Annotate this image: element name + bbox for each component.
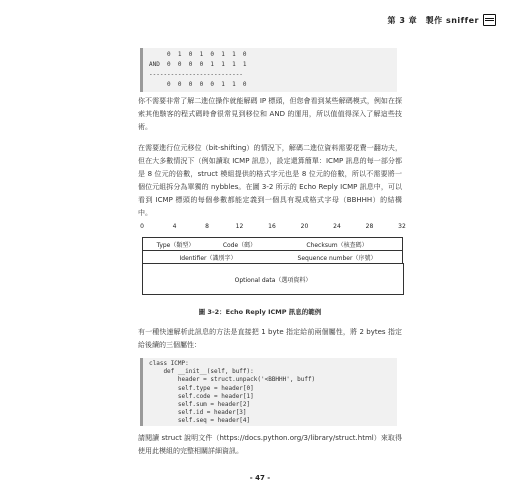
code-line: class ICMP: bbox=[149, 360, 189, 367]
bit-scale-label: 20 bbox=[300, 223, 309, 230]
checksum-field: Checksum（核查碼） bbox=[272, 237, 403, 251]
type-field: Type（類型） bbox=[142, 237, 209, 251]
code-line: header = struct.unpack('<BBHHH', buff) bbox=[149, 376, 316, 384]
bit-scale-label: 4 bbox=[172, 223, 177, 230]
code-line: self.code = header[1] bbox=[149, 392, 254, 400]
bit-scale-label: 12 bbox=[235, 223, 244, 230]
paragraph-parse-method: 有一種快速解析此訊息的方法是直接把 1 byte 指定給前兩個屬性，將 2 bytes 指定給後續的三個屬性： bbox=[138, 328, 402, 349]
icmp-class-code-block bbox=[140, 358, 397, 426]
chapter-title: 第 3 章 製作 sniffer bbox=[387, 15, 479, 25]
optional-data-field: Optional data（選項資料） bbox=[142, 263, 404, 295]
bit-scale-label: 24 bbox=[333, 223, 341, 230]
paragraph-bit-shifting: 在需要進行位元移位（bit-shifting）的情況下，解碼二進位資料需要花費一翻功夫，但在大多數情況下（例如讀取 ICMP 訊息），設定還算簡單：ICMP 訊息的每一部分都是 8 位元的倍數，struct 模組提供的格式字元也是 8 位元的倍數，所以不需要將一個位元組拆分為單獨的 nybbles。在圖 3-2 所示的 Echo Reply ICMP 訊息中，可以看到 ICMP 標頭的每個參數都能定義到一個具有現成格式字母（BBHHH）的結構中。 bbox=[138, 144, 402, 217]
bit-scale bbox=[140, 223, 406, 233]
page-header bbox=[388, 14, 496, 26]
bit-scale-label: 16 bbox=[268, 223, 276, 230]
code-field: Code（碼） bbox=[207, 237, 273, 251]
code-line: self.type = header[0] bbox=[149, 384, 254, 392]
paragraph-binary-decoding: 你不需要非常了解二進位操作就能解碼 IP 標頭，但您會看到某些解碼模式，例如在探索其他駭客的程式碼時會很常見到移位和 AND 的運用，所以值值得深入了解這些技術。 bbox=[138, 97, 402, 131]
code-line: AND 0 0 0 0 1 1 1 1 bbox=[149, 61, 247, 68]
bit-scale-label: 32 bbox=[398, 223, 406, 230]
bit-scale-label: 8 bbox=[205, 223, 209, 230]
code-line: def __init__(self, buff): bbox=[149, 368, 254, 376]
code-line: self.id = header[3] bbox=[149, 409, 247, 417]
icmp-header-diagram bbox=[140, 223, 406, 313]
code-line: 0 1 0 1 0 1 1 0 bbox=[149, 51, 247, 58]
paragraph-struct-docs: 請閱讀 struct 說明文件（https://docs.python.org/3/library/struct.html）來取得使用此模組的完整相關詳細資訊。 bbox=[138, 434, 402, 455]
figure-caption: 圖 3-2：Echo Reply ICMP 訊息的範例 bbox=[198, 308, 322, 316]
code-line: self.sum = header[2] bbox=[149, 401, 251, 409]
identifier-field: Identifier（識別字） bbox=[142, 250, 274, 264]
monitor-icon bbox=[483, 14, 496, 26]
code-line: 0 0 0 0 0 1 1 0 bbox=[149, 81, 247, 88]
sequence-field: Sequence number（序號） bbox=[272, 250, 403, 264]
code-line: -------------------------- bbox=[149, 71, 243, 78]
bit-scale-label: 28 bbox=[365, 223, 374, 230]
and-operation-code-block bbox=[140, 48, 397, 92]
bit-scale-label: 0 bbox=[140, 223, 144, 230]
code-line: self.seq = header[4] bbox=[149, 417, 251, 425]
page-number: - 47 - bbox=[249, 474, 271, 482]
